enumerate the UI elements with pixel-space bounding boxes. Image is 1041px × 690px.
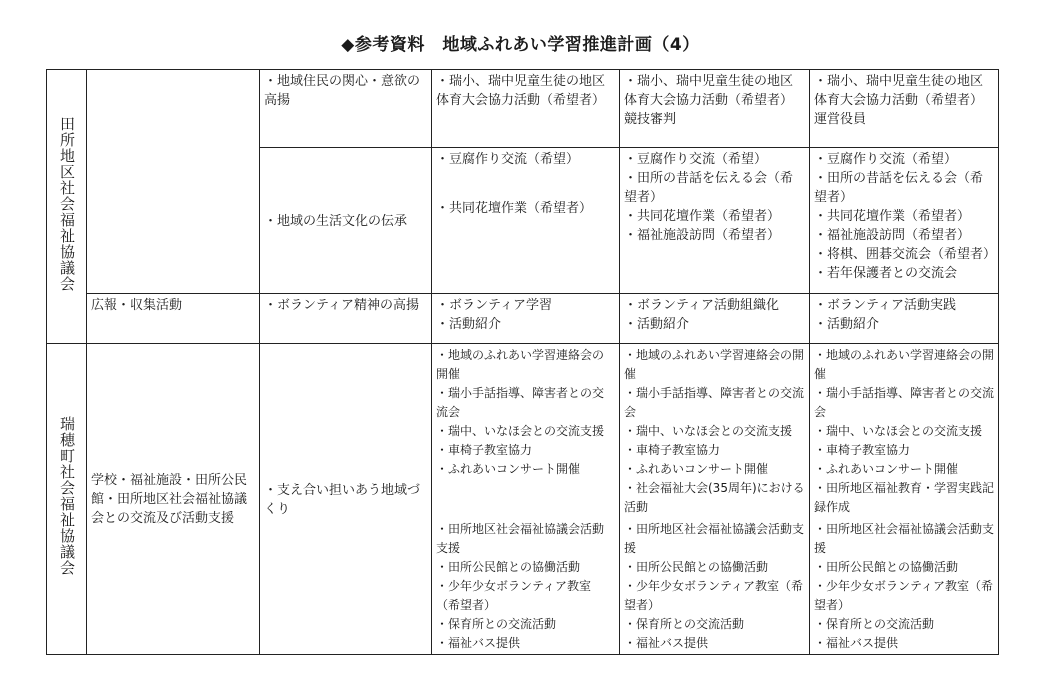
list-item: ・活動紹介 bbox=[814, 317, 880, 332]
plan-cell bbox=[620, 148, 810, 294]
plan-list bbox=[624, 346, 805, 517]
list-item: ・瑞中、いなほ会との交流支援 bbox=[814, 424, 983, 438]
org-label: 田所地区社会福祉協議会 bbox=[58, 115, 76, 292]
plan-cell bbox=[810, 70, 999, 148]
list-item: ・車椅子教室協力 bbox=[814, 443, 911, 457]
list-item: ・福祉施設訪問（希望者） bbox=[814, 228, 971, 243]
list-item: ・ふれあいコンサート開催 bbox=[624, 462, 769, 476]
plan-list bbox=[624, 520, 805, 653]
list-item: ・瑞小、瑞中児童生徒の地区体育大会協力活動（希望者） bbox=[436, 74, 606, 108]
list-item: ・共同花壇作業（希望者） bbox=[814, 209, 971, 224]
list-item: ・少年少女ボランティア教室（希望者） bbox=[814, 579, 994, 612]
list-item: ・社会福祉大会(35周年)における活動 bbox=[624, 481, 805, 514]
activity-cell: 広報・収集活動 bbox=[87, 294, 260, 344]
list-item: ・瑞小、瑞中児童生徒の地区体育大会協力活動（希望者） bbox=[624, 74, 794, 108]
org-cell-tadokoro bbox=[47, 70, 87, 344]
list-item: ・ボランティア学習 bbox=[436, 298, 552, 313]
list-item: ・田所公民館との協働活動 bbox=[436, 560, 581, 574]
list-item: ・地域のふれあい学習連絡会の開催 bbox=[624, 348, 805, 381]
list-item: ・瑞中、いなほ会との交流支援 bbox=[436, 424, 605, 438]
activity-cell-empty bbox=[87, 70, 260, 294]
list-item: ・瑞小手話指導、障害者との交流会 bbox=[624, 386, 805, 419]
list-item: ・地域のふれあい学習連絡会の開催 bbox=[436, 348, 605, 381]
list-item: ・田所地区社会福祉協議会活動支援 bbox=[624, 522, 805, 555]
plan-cell bbox=[620, 70, 810, 148]
list-item: 競技審判 bbox=[624, 112, 677, 127]
goal-cell: ・地域住民の関心・意欲の高揚 bbox=[260, 70, 432, 148]
plan-cell bbox=[432, 148, 620, 294]
list-item: ・車椅子教室協力 bbox=[436, 443, 533, 457]
list-item: ・保育所との交流活動 bbox=[436, 617, 557, 631]
list-item: ・田所公民館との協働活動 bbox=[624, 560, 769, 574]
list-item: ・田所地区社会福祉協議会活動支援 bbox=[814, 522, 995, 555]
list-item: ・ふれあいコンサート開催 bbox=[814, 462, 959, 476]
list-item: ・瑞中、いなほ会との交流支援 bbox=[624, 424, 793, 438]
list-item: ・活動紹介 bbox=[436, 317, 502, 332]
plan-list bbox=[436, 346, 615, 479]
list-item: ・田所公民館との協働活動 bbox=[814, 560, 959, 574]
list-item: ・共同花壇作業（希望者） bbox=[624, 209, 781, 224]
org-cell-mizuho bbox=[47, 344, 87, 655]
list-item: ・ボランティア活動実践 bbox=[814, 298, 956, 313]
list-item: ・少年少女ボランティア教室（希望者） bbox=[624, 579, 804, 612]
list-item: ・瑞小手話指導、障害者との交流会 bbox=[814, 386, 995, 419]
table-row bbox=[47, 294, 999, 344]
plan-cell bbox=[620, 294, 810, 344]
list-item: ・田所地区社会福祉協議会活動支援 bbox=[436, 522, 605, 555]
list-item: ・福祉バス提供 bbox=[814, 636, 899, 650]
list-item: ・保育所との交流活動 bbox=[624, 617, 745, 631]
goal-cell: ・ボランティア精神の高揚 bbox=[260, 294, 432, 344]
list-item: ・活動紹介 bbox=[624, 317, 690, 332]
list-item: ・車椅子教室協力 bbox=[624, 443, 721, 457]
plan-cell bbox=[432, 344, 620, 655]
list-item: ・瑞小、瑞中児童生徒の地区体育大会協力活動（希望者） bbox=[814, 74, 984, 108]
list-item: ・地域のふれあい学習連絡会の開催 bbox=[814, 348, 995, 381]
org-label: 瑞穂町社会福祉協議会 bbox=[58, 416, 76, 576]
list-item: ・福祉施設訪問（希望者） bbox=[624, 228, 781, 243]
list-item: ・豆腐作り交流（希望） bbox=[814, 152, 958, 167]
list-item: ・田所の昔話を伝える会（希望者） bbox=[814, 171, 984, 205]
plan-list bbox=[814, 346, 994, 517]
plan-cell bbox=[810, 294, 999, 344]
activity-cell: 学校・福祉施設・田所公民館・田所地区社会福祉協議会との交流及び活動支援 bbox=[87, 344, 260, 655]
list-item: ・将棋、囲碁交流会（希望者） bbox=[814, 247, 997, 262]
list-item: ・少年少女ボランティア教室（希望者） bbox=[436, 579, 592, 612]
list-item: ・共同花壇作業（希望者） bbox=[436, 201, 593, 216]
table-row bbox=[47, 344, 999, 655]
list-item: 運営役員 bbox=[814, 112, 867, 127]
table-row bbox=[47, 70, 999, 148]
plan-list bbox=[814, 520, 994, 653]
plan-cell bbox=[620, 344, 810, 655]
list-item: ・若年保護者との交流会 bbox=[814, 266, 958, 281]
list-item: ・田所地区福祉教育・学習実践記録作成 bbox=[814, 481, 995, 514]
list-item: ・田所の昔話を伝える会（希望者） bbox=[624, 171, 794, 205]
goal-cell: ・支え合い担いあう地域づくり bbox=[260, 344, 432, 655]
list-item: ・ボランティア活動組織化 bbox=[624, 298, 779, 313]
plan-cell bbox=[432, 70, 620, 148]
list-item: ・瑞小手話指導、障害者との交流会 bbox=[436, 386, 605, 419]
list-item: ・福祉バス提供 bbox=[624, 636, 709, 650]
list-item: ・ふれあいコンサート開催 bbox=[436, 462, 581, 476]
goal-cell: ・地域の生活文化の伝承 bbox=[260, 148, 432, 294]
plan-table bbox=[46, 69, 999, 655]
plan-list bbox=[436, 520, 615, 653]
list-item: ・豆腐作り交流（希望） bbox=[624, 152, 768, 167]
plan-cell bbox=[810, 148, 999, 294]
page-title: ◆参考資料 地域ふれあい学習推進計画（4） bbox=[341, 35, 700, 55]
list-item: ・福祉バス提供 bbox=[436, 636, 521, 650]
list-item: ・保育所との交流活動 bbox=[814, 617, 935, 631]
plan-cell bbox=[810, 344, 999, 655]
list-item: ・豆腐作り交流（希望） bbox=[436, 152, 580, 167]
plan-cell bbox=[432, 294, 620, 344]
